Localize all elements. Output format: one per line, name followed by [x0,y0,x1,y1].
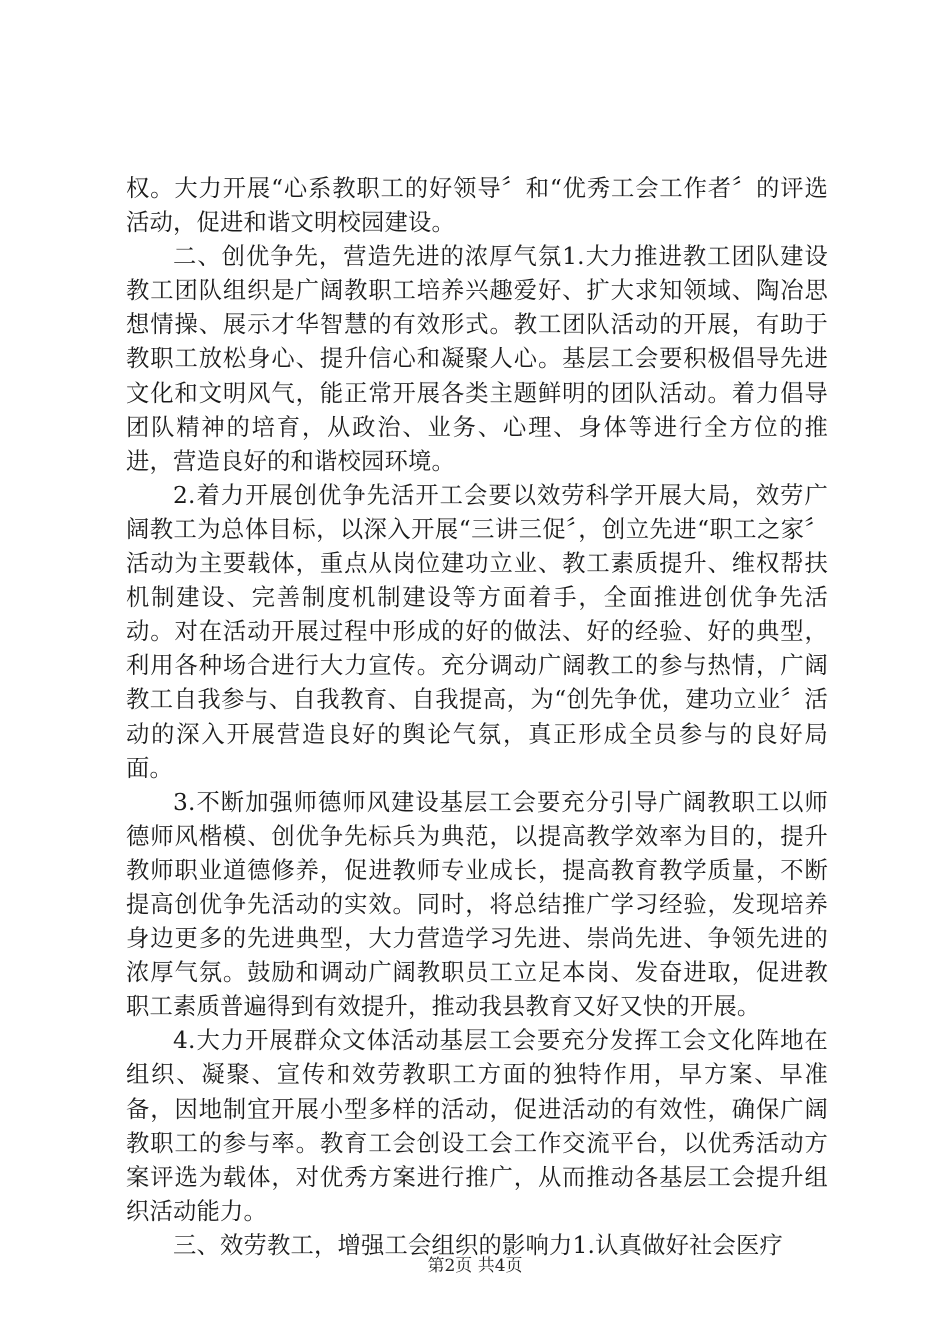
document-body [126,172,828,1263]
paragraph-5: 4.大力开展群众文体活动基层工会要充分发挥工会文化阵地在组织、凝聚、宣传和效劳教职工方面的独特作用，早方案、早准备，因地制宜开展小型多样的活动，促进活动的有效性，确保广阔教职工的参与率。教育工会创设工会工作交流平台，以优秀活动方案评选为载体，对优秀方案进行推广，从而推动各基层工会提升组织活动能力。 [126,1027,828,1225]
paragraph-2: 二、创优争先，营造先进的浓厚气氛1.大力推进教工团队建设教工团队组织是广阔教职工培养兴趣爱好、扩大求知领域、陶冶思想情操、展示才华智慧的有效形式。教工团队活动的开展，有助于教职工放松身心、提升信心和凝聚人心。基层工会要积极倡导先进文化和文明风气，能正常开展各类主题鲜明的团队活动。着力倡导团队精神的培育，从政治、业务、心理、身体等进行全方位的推进，营造良好的和谐校园环境。 [126,243,828,475]
page-number-footer: 第2页 共4页 [427,1256,523,1276]
paragraph-3: 2.着力开展创优争先活开工会要以效劳科学开展大局，效劳广阔教工为总体目标，以深入开展“三讲三促〞，创立先进“职工之家〞活动为主要载体，重点从岗位建功立业、教工素质提升、维权帮扶机制建设、完善制度机制建设等方面着手，全面推进创优争先活动。对在活动开展过程中形成的好的做法、好的经验、好的典型，利用各种场合进行大力宣传。充分调动广阔教工的参与热情，广阔教工自我参与、自我教育、自我提高，为“创先争优，建功立业〞活动的深入开展营造良好的舆论气氛，真正形成全员参与的良好局面。 [126,481,828,782]
paragraph-6: 三、效劳教工，增强工会组织的影响力1.认真做好社会医疗 [173,1231,784,1259]
paragraph-4: 3.不断加强师德师风建设基层工会要充分引导广阔教职工以师德师风楷模、创优争先标兵为典范，以提高教学效率为目的，提升教师职业道德修养，促进教师专业成长，提高教育教学质量，不断提高创优争先活动的实效。同时，将总结推广学习经验，发现培养身边更多的先进典型，大力营造学习先进、崇尚先进、争领先进的浓厚气氛。鼓励和调动广阔教职员工立足本岗、发奋进取，促进教职工素质普遍得到有效提升，推动我县教育又好又快的开展。 [126,788,828,1021]
paragraph-1: 权。大力开展“心系教职工的好领导〞和“优秀工会工作者〞的评选活动，促进和谐文明校园建设。 [126,175,828,237]
